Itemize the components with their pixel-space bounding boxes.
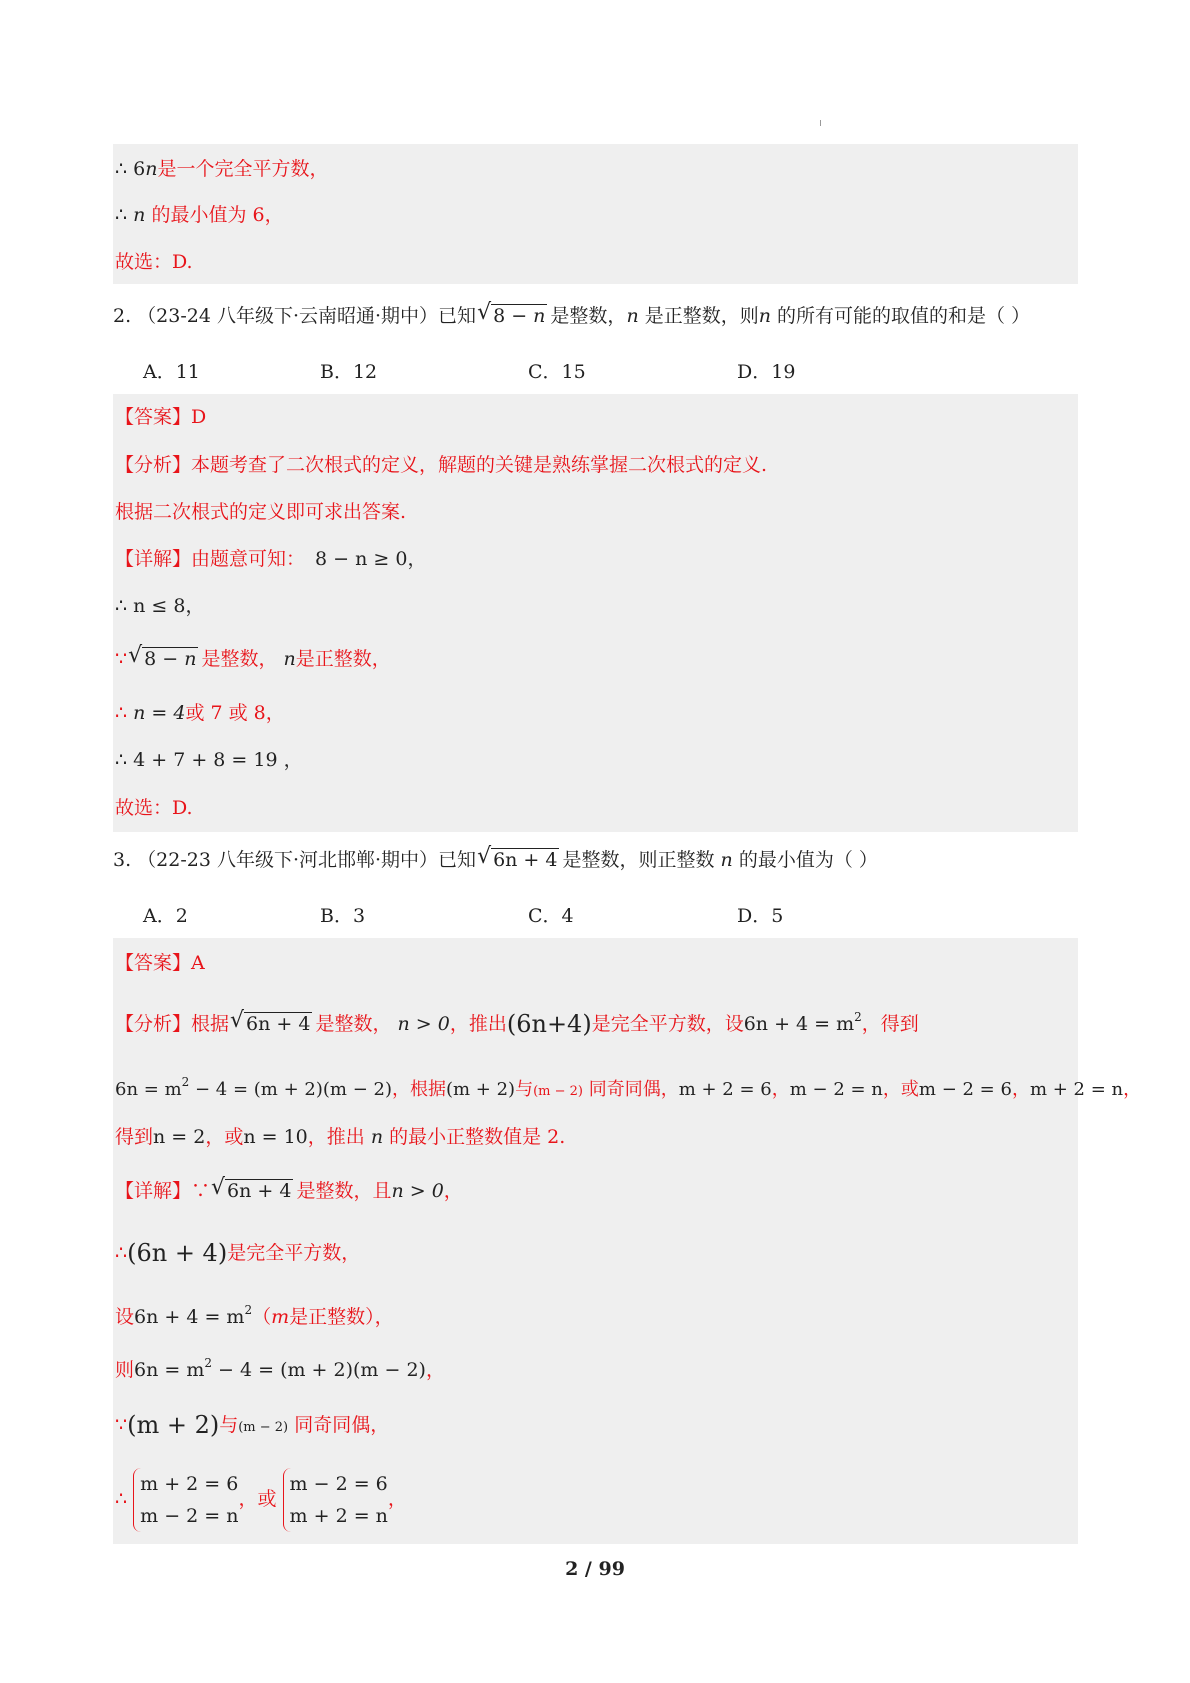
- equation-system: m + 2 = 6 m − 2 = n: [133, 1468, 238, 1532]
- radical: √ 6n + 4: [479, 847, 559, 873]
- option-d: D．19: [737, 361, 796, 383]
- detail-step: 则$6n = m^2 - 4 = (m + 2)(m - 2)$，: [115, 1356, 445, 1381]
- option-a: A．2: [143, 905, 188, 927]
- equation-systems: ∴ m + 2 = 6 m − 2 = n ，或 m − 2 = 6 m + 2 = n ，: [115, 1468, 407, 1532]
- solution-conclusion: 故选：D.: [115, 251, 193, 273]
- radical: √ 8 − n: [479, 303, 547, 329]
- radical: √ 6n + 4: [232, 1011, 312, 1037]
- analysis-line: 根据二次根式的定义即可求出答案.: [115, 501, 407, 523]
- detail-step: ∴ n = 4或 7 或 8，: [115, 702, 285, 724]
- page-number: 2 / 99: [565, 1558, 625, 1580]
- solution-conclusion: 故选：D.: [115, 797, 193, 819]
- option-c: C．15: [528, 361, 586, 383]
- solution-line: ∴ n 的最小值为 6，: [115, 204, 284, 226]
- equation-system: m − 2 = 6 m + 2 = n: [283, 1468, 388, 1532]
- radical: √ 6n + 4: [213, 1178, 293, 1204]
- question-2: 2. （23-24 八年级下·云南昭通·期中）已知√ 8 − n 是整数，n 是正整数，则n 的所有可能的取值的和是（ ）: [113, 303, 1030, 329]
- analysis-line: 【分析】本题考查了二次根式的定义，解题的关键是熟练掌握二次根式的定义.: [115, 454, 768, 476]
- option-a: A．11: [143, 361, 200, 383]
- option-b: B．3: [320, 905, 366, 927]
- detail-step: 设$6n + 4 = m^2(m$是正整数），: [115, 1303, 394, 1328]
- detail-step: ∴ 4 + 7 + 8 = 19 ，: [115, 749, 303, 771]
- answer-line: 【答案】A: [115, 952, 205, 974]
- solution-line: ∴ 6n是一个完全平方数，: [115, 158, 329, 180]
- option-b: B．12: [320, 361, 378, 383]
- analysis-line: 得到n = 2，或n = 10，推出 n 的最小正整数值是 2.: [115, 1126, 566, 1148]
- option-c: C．4: [528, 905, 574, 927]
- detail-step: ∵√ 8 − n 是整数， n是正整数，: [115, 646, 391, 672]
- question-3: 3. （22-23 八年级下·河北邯郸·期中）已知√ 6n + 4 是整数，则正整数 n 的最小值为（ ）: [113, 847, 878, 873]
- detail-step: ∴(6n + 4)是完全平方数，: [115, 1239, 361, 1267]
- analysis-line: $6n = m^2 - 4 = (m + 2)(m - 2)$，根据(m + 2)与(m − 2) 同奇同偶，m + 2 = 6，m − 2 = n，或m − 2 = 6，m + 2 = n，: [115, 1075, 1142, 1100]
- answer-line: 【答案】D: [115, 406, 207, 428]
- header-mark: [820, 120, 821, 126]
- detail-step: ∴ n ≤ 8，: [115, 595, 205, 617]
- detail-line: 【详解】由题意可知： 8 − n ≥ 0，: [115, 548, 427, 570]
- radical: √ 8 − n: [130, 646, 198, 672]
- analysis-line: 【分析】根据√ 6n + 4 是整数， n > 0，推出(6n+4)是完全平方数，设$6n + 4 = m^2$，得到: [115, 1004, 919, 1037]
- option-d: D．5: [737, 905, 784, 927]
- detail-step: ∵(m + 2)与(m − 2) 同奇同偶，: [115, 1411, 390, 1439]
- detail-line: 【详解】∵√ 6n + 4 是整数，且n > 0，: [115, 1178, 463, 1204]
